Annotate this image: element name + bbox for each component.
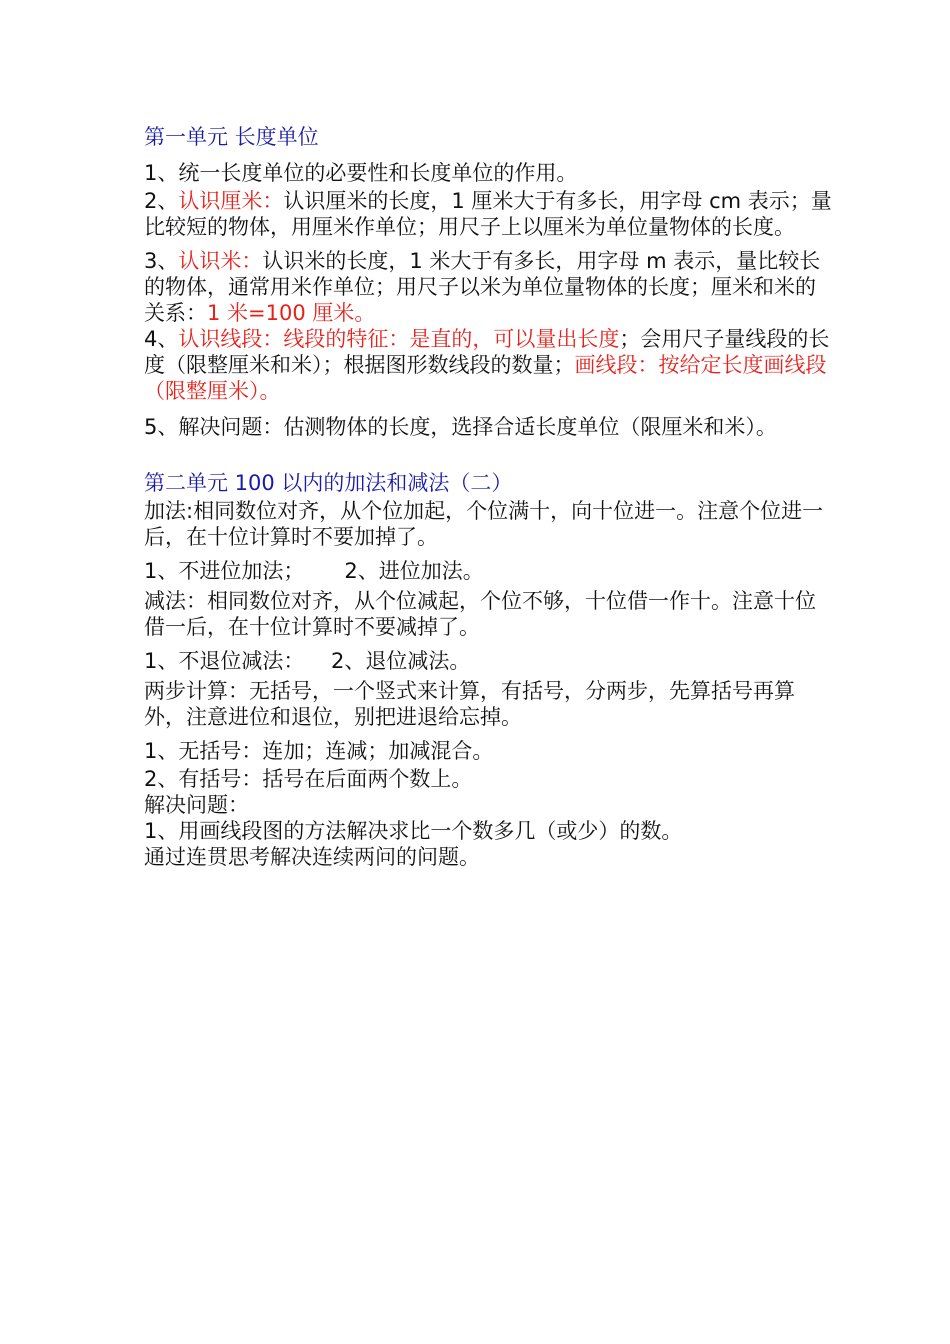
item3-prefix: 3、: [144, 249, 179, 273]
unit2-addition-types: 1、不进位加法； 2、进位加法。: [144, 559, 484, 583]
unit1-item3: [144, 248, 834, 326]
item4-label: 认识线段：线段的特征：是直的，可以量出长度: [178, 327, 620, 351]
unit2-problem1: 1、用画线段图的方法解决求比一个数多几（或少）的数。: [144, 819, 683, 843]
unit1-item2: [144, 188, 834, 240]
item3-text: 认识米的长度，1 米大于有多长，用字母 m 表示，量比较长的物体，通常用米作单位；用尺子以米为单位量物体的长度；厘米和米的关系：: [144, 249, 821, 325]
item2-prefix: 2、: [144, 189, 179, 213]
item2-label: 认识厘米：: [178, 189, 284, 213]
unit1-heading: 第一单元 长度单位: [144, 125, 319, 149]
item2-text: 认识厘米的长度，1 厘米大于有多长，用字母 cm 表示；量比较短的物体，用厘米作单位；用尺子上以厘米为单位量物体的长度。: [144, 189, 832, 239]
unit2-heading: 第二单元 100 以内的加法和减法（二）: [144, 471, 513, 495]
unit2-subtraction-types: 1、不退位减法： 2、退位减法。: [144, 649, 471, 673]
unit1-item4: [144, 326, 834, 404]
unit2-two-step: 两步计算：无括号，一个竖式来计算，有括号，分两步，先算括号再算外，注意进位和退位，别把进退给忘掉。: [144, 679, 795, 729]
unit2-problem-solving-title: 解决问题：: [144, 793, 249, 817]
item4-prefix: 4、: [144, 327, 179, 351]
unit2-problem2: 通过连贯思考解决连续两问的问题。: [144, 845, 480, 869]
unit2-addition: 加法:相同数位对齐，从个位加起，个位满十，向十位进一。注意个位进一后，在十位计算时不要加掉了。: [144, 499, 824, 549]
item4-text: ；会用尺子量线段的长度（限整厘米和米）；根据图形数线段的数量；: [144, 327, 830, 377]
unit2-with-brackets: 2、有括号：括号在后面两个数上。: [144, 767, 473, 791]
document-page: [144, 120, 834, 870]
item3-relation: 1 米=100 厘米。: [207, 301, 376, 325]
unit1-item5: 5、解决问题：估测物体的长度，选择合适长度单位（限厘米和米）。: [144, 415, 777, 439]
unit2-no-brackets: 1、无括号：连加；连减；加减混合。: [144, 739, 494, 763]
item4-draw: 画线段：按给定长度画线段（限整厘米）。: [144, 353, 827, 403]
unit1-item1: 1、统一长度单位的必要性和长度单位的作用。: [144, 161, 578, 185]
item3-label: 认识米：: [178, 249, 263, 273]
unit2-subtraction: 减法：相同数位对齐，从个位减起，个位不够，十位借一作十。注意十位借一后，在十位计算时不要减掉了。: [144, 589, 816, 639]
